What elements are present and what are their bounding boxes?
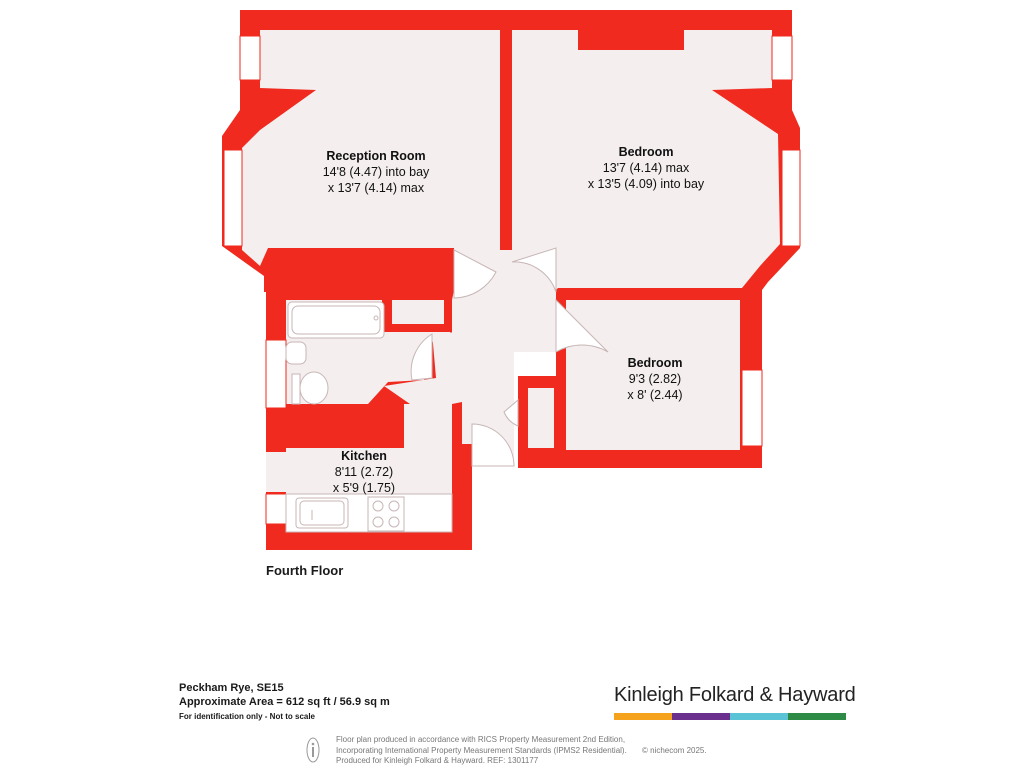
bedroom2-dim2: x 8' (2.44) <box>627 388 683 402</box>
kitchen-left-floor <box>266 452 286 492</box>
reception-room-label <box>296 148 456 196</box>
property-info <box>179 682 390 721</box>
brand-name: Kinleigh Folkard & Hayward <box>614 684 856 706</box>
property-note: For identification only - Not to scale <box>179 712 316 721</box>
bedroom2-label <box>600 355 710 403</box>
window-bathroom <box>266 340 286 408</box>
reception-room-name: Reception Room <box>326 149 426 163</box>
sink <box>296 498 348 528</box>
brand-stripe-segment <box>672 713 730 720</box>
kitchen-label <box>314 448 414 496</box>
bedroom2-dim1: 9'3 (2.82) <box>628 372 682 386</box>
bedroom2-name: Bedroom <box>627 356 683 370</box>
cupboard-floor <box>392 300 444 324</box>
kitchen-dim1: 8'11 (2.72) <box>334 465 394 479</box>
store-floor <box>528 388 554 448</box>
kitchen-dim2: x 5'9 (1.75) <box>332 481 396 495</box>
info-icon <box>306 737 320 763</box>
bathtub <box>288 302 384 338</box>
property-area: Approximate Area = 612 sq ft / 56.9 sq m <box>179 696 390 708</box>
footer <box>306 735 726 767</box>
footer-line2: Incorporating International Property Measurement Standards (IPMS2 Residential). <box>336 745 627 755</box>
bedroom1-dim2: x 13'5 (4.09) into bay <box>587 177 705 191</box>
window-bed1-bay <box>782 150 800 246</box>
window-kitchen <box>266 494 286 524</box>
toilet <box>300 372 328 404</box>
window-reception-top <box>240 36 260 80</box>
reception-room-dim1: 14'8 (4.47) into bay <box>322 165 430 179</box>
brand-stripe-segment <box>614 713 672 720</box>
hob <box>368 497 404 531</box>
bedroom1-dim1: 13'7 (4.14) max <box>602 161 690 175</box>
window-reception-bay <box>224 150 242 246</box>
window-bed1-top <box>772 36 792 80</box>
basin <box>286 342 306 364</box>
brand-stripe-segment <box>730 713 788 720</box>
floor-label: Fourth Floor <box>266 563 344 578</box>
reception-room-dim2: x 13'7 (4.14) max <box>327 181 425 195</box>
bedroom1-label <box>566 144 726 192</box>
kitchen-name: Kitchen <box>341 449 387 463</box>
footer-credit: © nichecom 2025. <box>642 746 707 755</box>
brand-stripe <box>614 713 846 720</box>
brand-logo <box>614 684 856 720</box>
property-address: Peckham Rye, SE15 <box>179 682 284 694</box>
window-bed2 <box>742 370 762 446</box>
footer-line1: Floor plan produced in accordance with RICS Property Measurement 2nd Edition, <box>336 735 626 744</box>
footer-line3: Produced for Kinleigh Folkard & Hayward. REF: 1301177 <box>336 756 539 765</box>
brand-stripe-segment <box>788 713 846 720</box>
bedroom1-name: Bedroom <box>618 145 674 159</box>
